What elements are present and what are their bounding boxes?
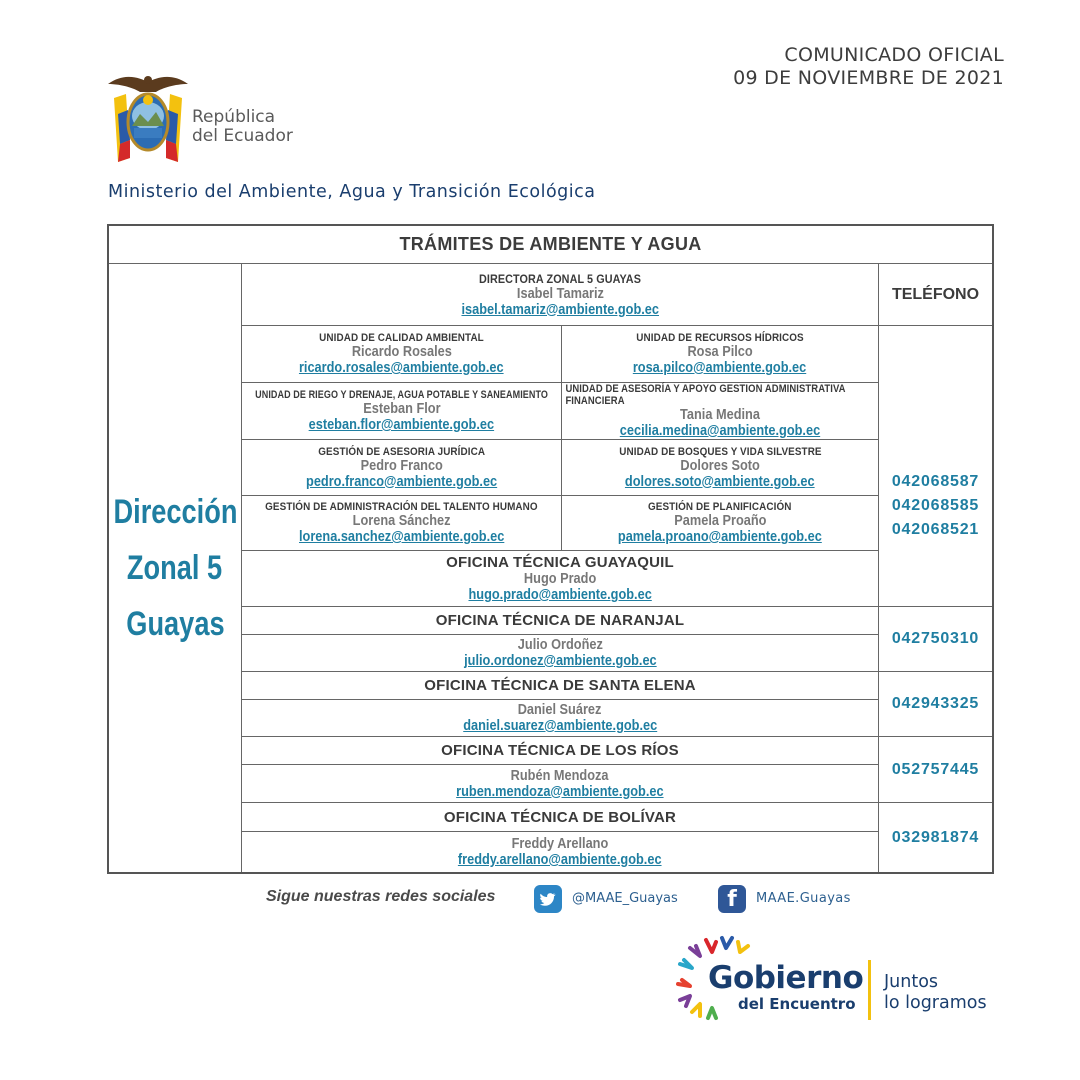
office-title: OFICINA TÉCNICA DE SANTA ELENA	[242, 672, 879, 700]
office-contact-cell	[242, 832, 879, 872]
zone-label-line3: Guayas	[125, 605, 225, 643]
unit-email[interactable]: cecilia.medina@ambiente.gob.ec	[619, 423, 821, 439]
telefono-header: TELÉFONO	[879, 264, 992, 326]
main-phones-cell	[879, 326, 992, 607]
unit-title: UNIDAD DE ASESORÍA Y APOYO GESTION ADMINISTRATIVA	[565, 383, 846, 395]
slogan-line1: Juntos	[884, 972, 939, 992]
ministry-name: Ministerio del Ambiente, Agua y Transición Ecológica	[108, 182, 596, 202]
unit-cell	[242, 326, 562, 383]
office-contact-cell	[242, 700, 879, 737]
unit-email[interactable]: esteban.flor@ambiente.gob.ec	[308, 417, 495, 433]
office-phone: 032981874	[891, 828, 980, 846]
unit-cell	[562, 440, 879, 496]
office-person: Julio Ordoñez	[517, 637, 603, 653]
ecuador-coat-of-arms	[100, 70, 196, 170]
unit-email[interactable]: lorena.sanchez@ambiente.gob.ec	[298, 529, 505, 545]
phone-number: 042068585	[891, 497, 980, 514]
comunicado-date: 09 DE NOVIEMBRE DE 2021	[733, 67, 1004, 89]
office-email[interactable]: hugo.prado@ambiente.gob.ec	[468, 587, 652, 603]
gobierno-wordmark: Gobierno	[708, 960, 864, 996]
slogan	[884, 972, 987, 1014]
social-label: Sigue nuestras redes sociales	[266, 888, 496, 905]
contacts-table	[107, 224, 994, 874]
facebook-icon[interactable]: f	[718, 885, 746, 913]
director-cell	[242, 264, 879, 326]
office-email[interactable]: ruben.mendoza@ambiente.gob.ec	[456, 783, 664, 800]
unit-cell	[562, 326, 879, 383]
office-title: OFICINA TÉCNICA DE BOLÍVAR	[242, 803, 879, 832]
unit-email[interactable]: dolores.soto@ambiente.gob.ec	[625, 473, 815, 490]
republica-line1: República	[192, 107, 276, 127]
unit-title: UNIDAD DE RECURSOS HÍDRICOS	[636, 332, 804, 344]
office-person: Freddy Arellano	[511, 836, 609, 852]
zone-label-cell	[109, 264, 242, 872]
unit-cell	[562, 496, 879, 551]
unit-email[interactable]: pedro.franco@ambiente.gob.ec	[305, 473, 498, 490]
unit-person: Tania Medina	[680, 407, 760, 423]
republica-line2: del Ecuador	[192, 126, 293, 146]
unit-person: Dolores Soto	[680, 457, 760, 474]
office-email[interactable]: freddy.arellano@ambiente.gob.ec	[458, 852, 662, 868]
unit-title-line2: FINANCIERA	[565, 395, 625, 407]
gobierno-logo	[672, 934, 1012, 1024]
unit-title: GESTIÓN DE ADMINISTRACIÓN DEL TALENTO HUMANO	[265, 501, 538, 513]
unit-contact	[562, 407, 878, 439]
director-name: Isabel Tamariz	[516, 285, 604, 302]
director-email[interactable]: isabel.tamariz@ambiente.gob.ec	[461, 301, 659, 318]
unit-person: Ricardo Rosales	[351, 344, 452, 360]
unit-title: UNIDAD DE CALIDAD AMBIENTAL	[319, 332, 484, 344]
del-encuentro-wordmark: del Encuentro	[738, 995, 856, 1013]
unit-email[interactable]: ricardo.rosales@ambiente.gob.ec	[299, 360, 504, 376]
office-guayaquil-cell	[242, 551, 879, 607]
unit-person: Lorena Sánchez	[352, 513, 451, 529]
unit-person: Pamela Proaño	[673, 513, 767, 529]
twitter-icon[interactable]	[534, 885, 562, 913]
social-bar	[0, 885, 1080, 915]
unit-cell	[242, 440, 562, 496]
unit-email[interactable]: rosa.pilco@ambiente.gob.ec	[633, 360, 807, 376]
unit-person: Rosa Pilco	[687, 344, 753, 360]
office-person: Hugo Prado	[523, 571, 597, 587]
facebook-handle[interactable]: MAAE.Guayas	[756, 891, 851, 906]
office-email[interactable]: julio.ordonez@ambiente.gob.ec	[463, 653, 657, 669]
office-person: Daniel Suárez	[518, 702, 602, 718]
logo-divider	[868, 960, 871, 1020]
zone-label-line2: Zonal 5	[127, 549, 223, 587]
unit-cell	[242, 383, 562, 440]
office-phone: 042943325	[879, 672, 992, 737]
unit-cell	[242, 496, 562, 551]
slogan-line2: lo logramos	[884, 993, 987, 1013]
office-title: OFICINA TÉCNICA GUAYAQUIL	[446, 554, 674, 571]
comunicado-header	[733, 44, 1004, 90]
office-contact-cell	[242, 635, 879, 672]
office-phone: 052757445	[879, 737, 992, 803]
unit-person: Pedro Franco	[360, 457, 443, 474]
office-title: OFICINA TÉCNICA DE LOS RÍOS	[242, 737, 879, 765]
unit-person: Esteban Flor	[362, 401, 441, 417]
unit-email[interactable]: pamela.proano@ambiente.gob.ec	[618, 529, 822, 545]
zone-label-line1: Dirección	[113, 493, 237, 531]
unit-title: GESTIÓN DE PLANIFICACIÓN	[648, 501, 792, 513]
unit-title: UNIDAD DE BOSQUES Y VIDA SILVESTRE	[618, 445, 822, 458]
director-title: DIRECTORA ZONAL 5 GUAYAS	[479, 271, 641, 286]
table-title: TRÁMITES DE AMBIENTE Y AGUA	[109, 226, 992, 264]
comunicado-title: COMUNICADO OFICIAL	[784, 44, 1004, 66]
office-email[interactable]: daniel.suarez@ambiente.gob.ec	[463, 718, 657, 734]
unit-title: GESTIÓN DE ASESORIA JURÍDICA	[318, 445, 485, 458]
phone-number: 042068587	[891, 473, 980, 490]
office-person: Rubén Mendoza	[511, 767, 609, 784]
office-phone: 042750310	[879, 607, 992, 672]
republica-del-ecuador	[192, 108, 293, 146]
office-contact-cell	[242, 765, 879, 803]
unit-cell	[562, 383, 879, 440]
twitter-handle[interactable]: @MAAE_Guayas	[572, 891, 678, 906]
office-title: OFICINA TÉCNICA DE NARANJAL	[242, 607, 879, 635]
unit-title: UNIDAD DE RIEGO Y DRENAJE, AGUA POTABLE Y SANEAMIENTO	[255, 389, 548, 401]
phone-number: 042068521	[891, 521, 980, 538]
